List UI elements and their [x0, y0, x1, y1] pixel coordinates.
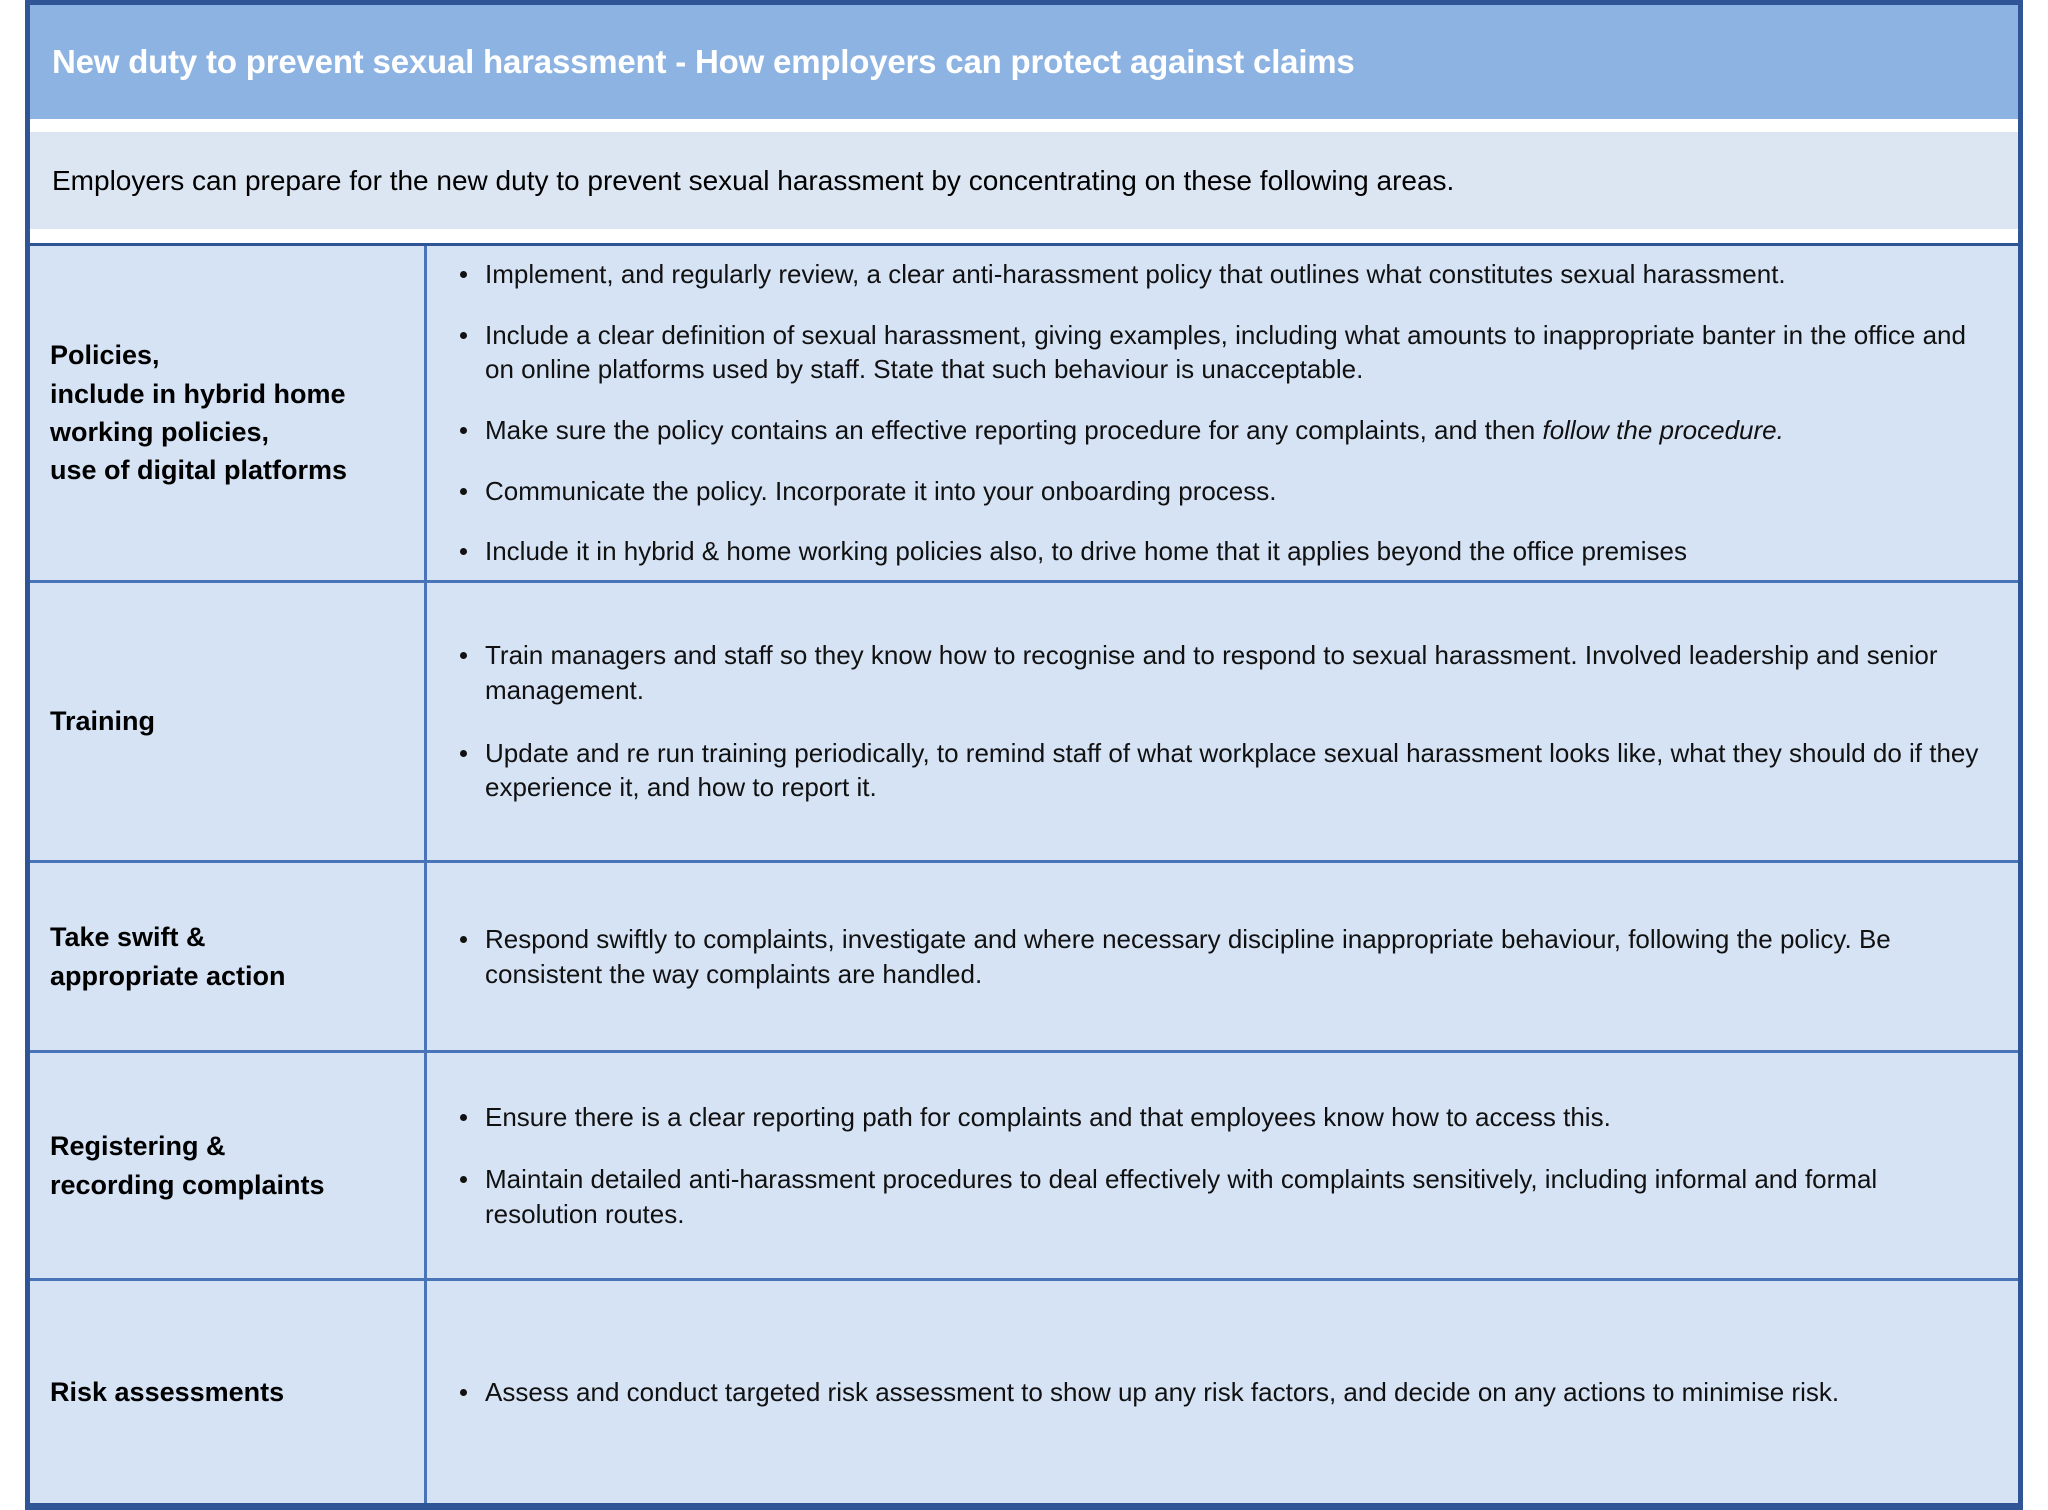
- bullet-text: Maintain detailed anti-harassment procedures to deal effectively with complaints sensitively, including informal and formal resolution routes.: [485, 1164, 1878, 1229]
- row-label-cell: [30, 246, 427, 580]
- row-label-cell: [30, 1053, 427, 1278]
- bullet-text: Communicate the policy. Incorporate it into your onboarding process.: [485, 475, 1277, 506]
- row-label-line: Take swift &: [50, 922, 206, 953]
- table-row: [30, 863, 2018, 1053]
- row-label-text: [50, 336, 424, 489]
- title-intro-separator: [30, 119, 2018, 132]
- list-item: [451, 638, 1992, 707]
- bullet-text: Respond swiftly to complaints, investigate and where necessary discipline inappropriate behaviour, following the policy. Be consistent the way complaints are handled.: [485, 923, 1891, 989]
- bullet-text: Update and re run training periodically, to remind staff of what workplace sexual harassment looks like, what they should do if they experience it, and how to report it.: [485, 737, 1979, 803]
- row-label-text: [50, 1127, 424, 1204]
- row-label-cell: [30, 583, 427, 860]
- list-item: [451, 922, 1992, 991]
- bullet-text: Train managers and staff so they know how to recognise and to respond to sexual harassment. Involved leadership and senior management.: [485, 640, 1938, 705]
- row-label-line: recording complaints: [50, 1169, 325, 1200]
- bullet-list: [451, 1100, 1992, 1232]
- table-row: [30, 1053, 2018, 1281]
- table-row: [30, 1281, 2018, 1503]
- list-item: [451, 318, 1992, 387]
- row-label-text: [50, 918, 424, 995]
- row-label-line: Risk assessments: [50, 1376, 285, 1407]
- row-label-cell: [30, 863, 427, 1050]
- bullet-list: [451, 638, 1992, 804]
- row-label-text: [50, 1373, 424, 1411]
- row-content-cell: [427, 583, 2018, 860]
- table-row: [30, 246, 2018, 583]
- intro-table-separator: [30, 229, 2018, 246]
- intro-band: [30, 132, 2018, 229]
- bordered-table-frame: [25, 0, 2023, 1510]
- list-item: [451, 1100, 1992, 1135]
- list-item: [451, 413, 1992, 448]
- row-content-cell: [427, 246, 2018, 580]
- row-label-text: [50, 702, 424, 740]
- row-label-line: Training: [50, 706, 156, 737]
- row-content-cell: [427, 1281, 2018, 1503]
- row-content-cell: [427, 863, 2018, 1050]
- bullet-text: Include it in hybrid & home working policies also, to drive home that it applies beyond the office premises: [485, 536, 1687, 567]
- list-item: [451, 257, 1992, 292]
- document-title-band: [30, 5, 2018, 119]
- table-row: [30, 583, 2018, 863]
- list-item: [451, 474, 1992, 509]
- bullet-list: [451, 1375, 1992, 1410]
- row-label-line: include in hybrid home: [50, 378, 346, 409]
- row-label-line: Policies,: [50, 340, 160, 371]
- list-item: [451, 1162, 1992, 1231]
- bullet-text: Assess and conduct targeted risk assessment to show up any risk factors, and decide on any actions to minimise risk.: [485, 1376, 1840, 1407]
- guidance-table: [30, 246, 2018, 1503]
- bullet-text: Include a clear definition of sexual harassment, giving examples, including what amounts to inappropriate banter in the office and on online platforms used by staff. State that such behaviour is unacceptable.: [485, 319, 1966, 385]
- bullet-text: Ensure there is a clear reporting path for complaints and that employees know how to access this.: [485, 1101, 1611, 1132]
- list-item: [451, 534, 1992, 569]
- bullet-list: [451, 257, 1992, 568]
- page-title: New duty to prevent sexual harassment - How employers can protect against claims: [52, 43, 1355, 80]
- list-item: [451, 736, 1992, 805]
- bullet-text: Implement, and regularly review, a clear anti-harassment policy that outlines what constitutes sexual harassment.: [485, 259, 1786, 290]
- row-label-line: working policies,: [50, 417, 270, 447]
- list-item: [451, 1375, 1992, 1410]
- row-content-cell: [427, 1053, 2018, 1278]
- intro-text: Employers can prepare for the new duty to prevent sexual harassment by concentrating on these following areas.: [52, 164, 1455, 196]
- bullet-text-emphasis: follow the procedure.: [1542, 415, 1784, 445]
- row-label-line: Registering &: [50, 1131, 226, 1162]
- bullet-list: [451, 922, 1992, 991]
- row-label-line: use of digital platforms: [50, 455, 348, 486]
- row-label-cell: [30, 1281, 427, 1503]
- row-label-line: appropriate action: [50, 960, 286, 991]
- bullet-text: Make sure the policy contains an effective reporting procedure for any complaints, and then: [485, 415, 1543, 445]
